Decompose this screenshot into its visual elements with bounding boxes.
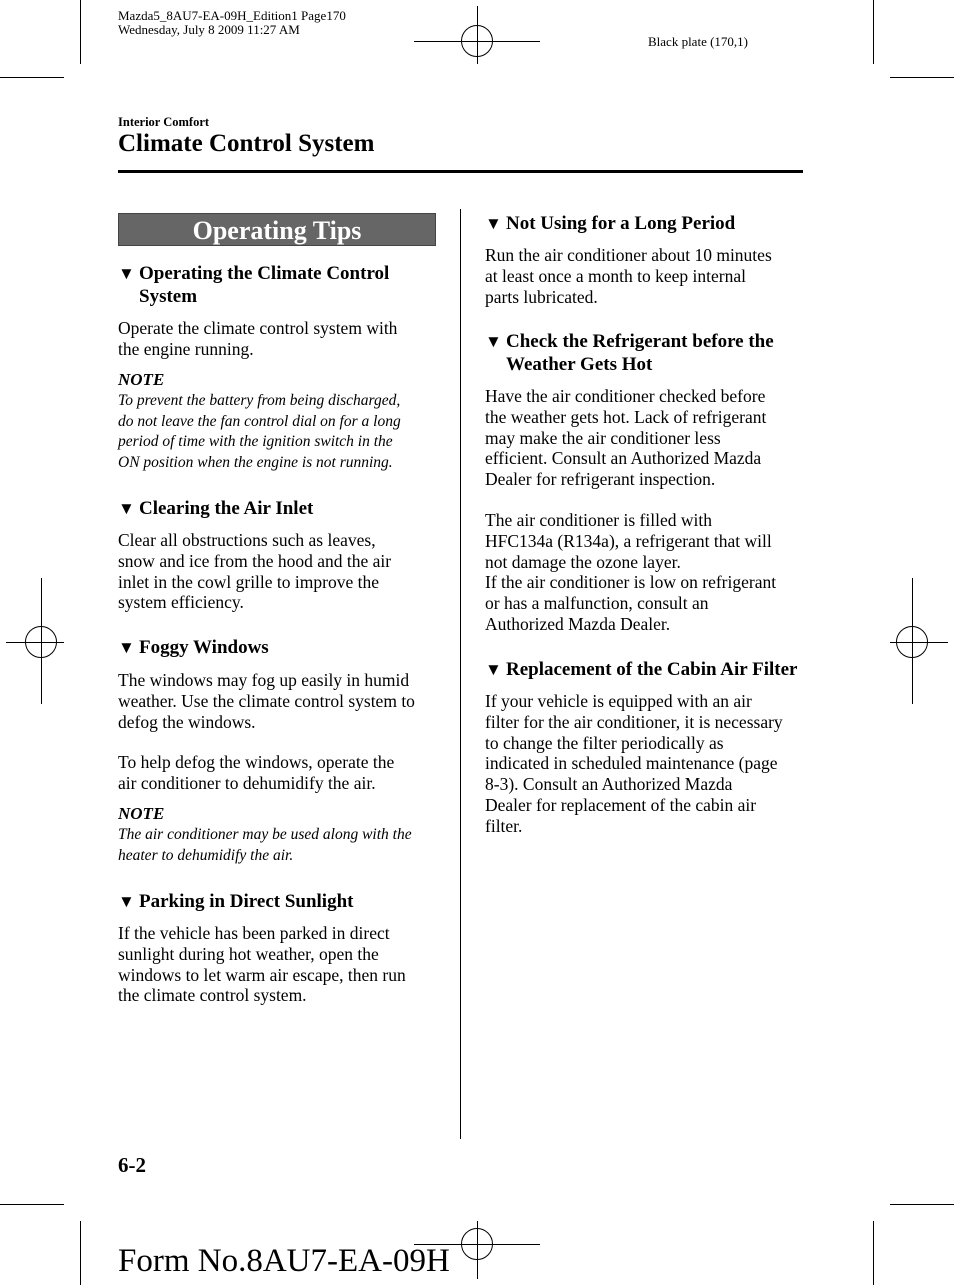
section-heading	[485, 330, 805, 376]
plate-label: Black plate (170,1)	[648, 34, 748, 49]
crop-mark	[80, 0, 81, 64]
crop-mark	[0, 1204, 64, 1205]
section-heading	[485, 212, 805, 235]
heading-line: System	[139, 286, 198, 307]
form-number: Form No.8AU7-EA-09H	[118, 1243, 450, 1279]
heading-line: Check the Refrigerant before the	[506, 331, 774, 352]
registration-circle	[896, 626, 928, 658]
crop-mark	[873, 0, 874, 64]
heading-line: Operating the Climate Control	[139, 263, 390, 284]
note-text: The air conditioner may be used along with the heater to dehumidify the air.	[118, 826, 412, 864]
section-heading	[118, 497, 438, 520]
paragraph: Operate the climate control system with the engine running.	[118, 318, 398, 359]
triangle-icon: ▼	[485, 214, 502, 233]
paragraph: To help defog the windows, operate the air conditioner to dehumidify the air.	[118, 752, 395, 793]
print-file-line: Mazda5_8AU7-EA-09H_Edition1 Page170	[118, 8, 346, 23]
heading-line: Parking in Direct Sunlight	[139, 891, 354, 912]
page-title: Climate Control System	[118, 130, 375, 157]
note-label: NOTE	[118, 370, 165, 389]
crop-mark	[890, 77, 954, 78]
paragraph: Have the air conditioner checked before the weather gets hot. Lack of refrigerant may make the air conditioner less efficient. Consult an Authorized Mazda Dealer for refrigerant inspection.	[485, 386, 767, 490]
crop-mark	[80, 1221, 81, 1285]
triangle-icon: ▼	[118, 638, 135, 657]
operating-tips-banner: Operating Tips	[118, 213, 436, 246]
note-label: NOTE	[118, 804, 165, 823]
paragraph: Clear all obstructions such as leaves, snow and ice from the hood and the air inlet in the cowl grille to improve the system efficiency.	[118, 530, 392, 613]
paragraph: If your vehicle is equipped with an air filter for the air conditioner, it is necessary to change the filter periodically as indicated in scheduled maintenance (page 8-3). Consult an Authorized Mazda Dealer for replacement of the cabin air filter.	[485, 691, 783, 836]
paragraph: Run the air conditioner about 10 minutes at least once a month to keep internal parts lubricated.	[485, 245, 772, 307]
triangle-icon: ▼	[118, 892, 135, 911]
registration-circle	[461, 1228, 493, 1260]
triangle-icon: ▼	[485, 332, 502, 351]
triangle-icon: ▼	[485, 660, 502, 679]
triangle-icon: ▼	[118, 264, 135, 283]
crop-mark	[873, 1221, 874, 1285]
heading-line: Weather Gets Hot	[506, 354, 653, 375]
registration-circle	[25, 626, 57, 658]
paragraph: If the vehicle has been parked in direct sunlight during hot weather, open the windows to let warm air escape, then run the climate control system.	[118, 923, 406, 1006]
paragraph: The windows may fog up easily in humid weather. Use the climate control system to defog the windows.	[118, 670, 415, 732]
paragraph: The air conditioner is filled with HFC134a (R134a), a refrigerant that will not damage the ozone layer. If the air conditioner is low on refrigerant or has a malfunction, consult an Authorized Mazda Dealer.	[485, 510, 777, 634]
section-heading	[118, 636, 438, 659]
print-date-line: Wednesday, July 8 2009 11:27 AM	[118, 22, 300, 37]
note-text: To prevent the battery from being discharged, do not leave the fan control dial on for a long period of time with the ignition switch in the ON position when the engine is not running.	[118, 392, 401, 471]
section-heading	[118, 262, 438, 308]
heading-line: Replacement of the Cabin Air Filter	[506, 659, 798, 680]
heading-line: Not Using for a Long Period	[506, 213, 736, 234]
registration-circle	[461, 25, 493, 57]
section-heading	[118, 890, 438, 913]
page-number: 6-2	[118, 1153, 146, 1177]
column-divider	[460, 209, 461, 1139]
section-label: Interior Comfort	[118, 115, 210, 129]
crop-mark	[890, 1204, 954, 1205]
heading-line: Clearing the Air Inlet	[139, 498, 314, 519]
triangle-icon: ▼	[118, 499, 135, 518]
title-rule	[118, 170, 803, 173]
crop-mark	[0, 77, 64, 78]
heading-line: Foggy Windows	[139, 637, 269, 658]
section-heading	[485, 658, 815, 681]
